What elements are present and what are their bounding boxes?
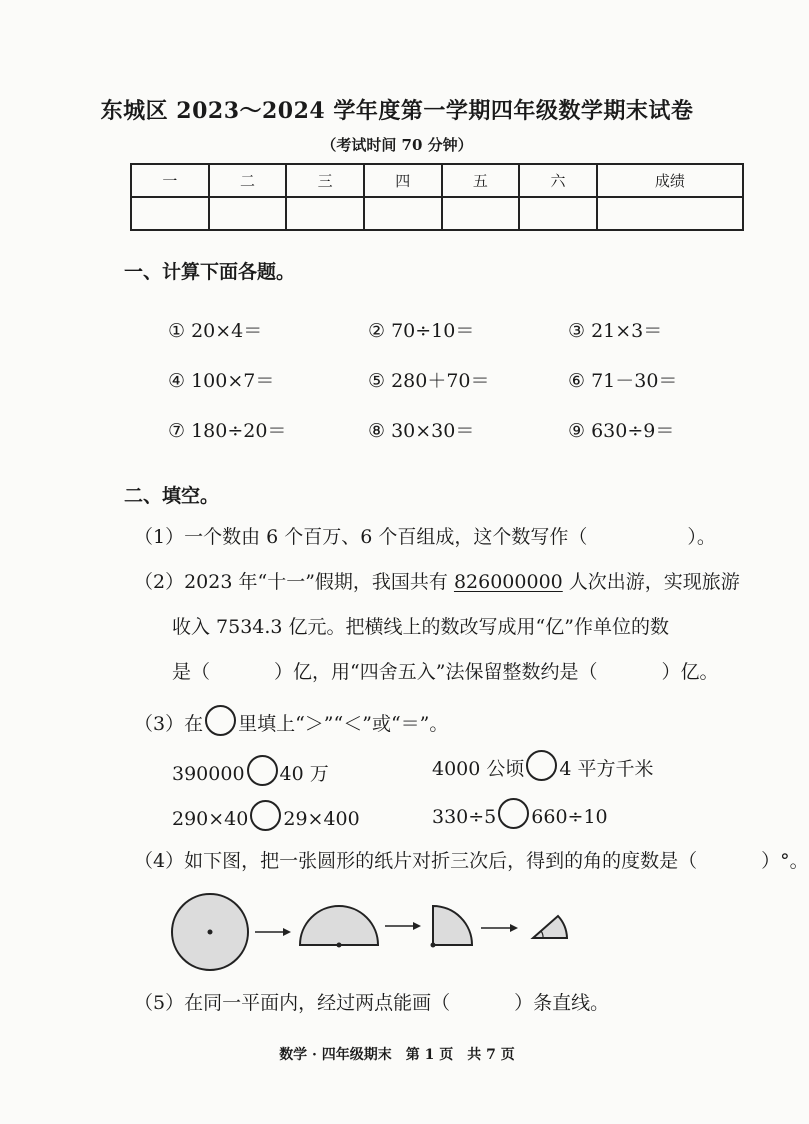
compare-right: 660÷10 — [531, 806, 608, 828]
question-1-end: ）。 — [687, 526, 716, 548]
center-dot — [208, 930, 213, 935]
score-cell[interactable] — [209, 197, 287, 230]
compare-right: 29×400 — [283, 808, 360, 830]
score-table — [130, 163, 744, 231]
compare-4 — [432, 798, 608, 829]
score-header-2: 二 — [209, 164, 287, 197]
compare-left: 4000 公顷 — [432, 758, 525, 780]
calc-item-3: ③ 21×3＝ — [568, 320, 663, 342]
section2-title: 二、填空。 — [124, 485, 220, 507]
question-5-text-a: （5）在同一平面内，经过两点能画（ — [134, 992, 451, 1014]
question-3-text-b: 里填上“＞”“＜”或“＝”。 — [238, 713, 449, 735]
underlined-number: 826000000 — [453, 571, 563, 593]
calc-item-5: ⑤ 280＋70＝ — [368, 370, 490, 392]
compare-right: 40 万 — [279, 763, 329, 785]
section1-title: 一、计算下面各题。 — [124, 261, 296, 283]
score-table-blank-row — [131, 197, 743, 230]
question-4-text-a: （4）如下图，把一张圆形的纸片对折三次后，得到的角的度数是（ — [134, 850, 698, 872]
calc-item-8: ⑧ 30×30＝ — [368, 420, 475, 442]
question-2-text-b: 人次出游，实现旅游 — [562, 571, 740, 593]
compare-circle[interactable] — [250, 800, 281, 831]
page-title: 东城区 2023～2024 学年度第一学期四年级数学期末试卷 — [100, 98, 694, 124]
compare-circle[interactable] — [247, 755, 278, 786]
compare-left: 330÷5 — [432, 806, 497, 828]
compare-left: 290×40 — [172, 808, 249, 830]
calc-item-9: ⑨ 630÷9＝ — [568, 420, 675, 442]
arrow-icon — [255, 928, 291, 936]
folding-diagram — [165, 890, 585, 980]
question-2-line2: 收入 7534.3 亿元。把横线上的数改写成用“亿”作单位的数 — [172, 616, 669, 638]
compare-circle[interactable] — [526, 750, 557, 781]
compare-right: 4 平方千米 — [559, 758, 654, 780]
eighth-circle-shape — [533, 916, 567, 938]
calc-item-4: ④ 100×7＝ — [168, 370, 275, 392]
compare-circle[interactable] — [498, 798, 529, 829]
score-table-header-row — [131, 164, 743, 197]
arrow-icon — [481, 924, 518, 932]
score-header-4: 四 — [364, 164, 442, 197]
question-2-text-a: （2）2023 年“十一”假期，我国共有 — [134, 571, 454, 593]
arrow-icon — [385, 922, 421, 930]
score-cell[interactable] — [131, 197, 209, 230]
center-dot — [431, 943, 436, 948]
calc-item-2: ② 70÷10＝ — [368, 320, 475, 342]
question-1 — [134, 522, 716, 549]
question-2-line3 — [172, 657, 718, 684]
compare-3 — [172, 800, 360, 831]
calc-item-7: ⑦ 180÷20＝ — [168, 420, 287, 442]
half-circle-shape — [300, 906, 378, 945]
question-3 — [134, 705, 448, 736]
score-cell[interactable] — [597, 197, 743, 230]
score-header-total: 成绩 — [597, 164, 743, 197]
question-4 — [134, 846, 809, 873]
question-4-text-b: ）°。 — [761, 850, 809, 872]
score-cell[interactable] — [364, 197, 442, 230]
question-3-text-a: （3）在 — [134, 713, 204, 735]
score-header-5: 五 — [442, 164, 520, 197]
quarter-circle-shape — [433, 906, 472, 945]
exam-duration: （考试时间 70 分钟） — [321, 136, 473, 154]
question-1-text: （1）一个数由 6 个百万、6 个百组成，这个数写作（ — [134, 526, 588, 548]
circle-icon — [205, 705, 236, 736]
score-header-1: 一 — [131, 164, 209, 197]
question-2-line1 — [134, 567, 740, 594]
compare-left: 390000 — [172, 763, 245, 785]
calc-item-6: ⑥ 71－30＝ — [568, 370, 678, 392]
question-2-text-d: ）亿，用“四舍五入”法保留整数约是（ — [274, 661, 598, 683]
question-2-text-c: 是（ — [172, 661, 211, 683]
score-cell[interactable] — [442, 197, 520, 230]
score-header-6: 六 — [519, 164, 597, 197]
calc-item-1: ① 20×4＝ — [168, 320, 263, 342]
score-header-3: 三 — [286, 164, 364, 197]
compare-1 — [172, 755, 329, 786]
page-footer: 数学 · 四年级期末 第 1 页 共 7 页 — [279, 1047, 515, 1063]
score-cell[interactable] — [286, 197, 364, 230]
question-5 — [134, 988, 609, 1015]
question-5-text-b: ）条直线。 — [514, 992, 610, 1014]
compare-2 — [432, 750, 654, 781]
center-dot — [337, 943, 342, 948]
score-cell[interactable] — [519, 197, 597, 230]
question-2-text-e: ）亿。 — [661, 661, 719, 683]
